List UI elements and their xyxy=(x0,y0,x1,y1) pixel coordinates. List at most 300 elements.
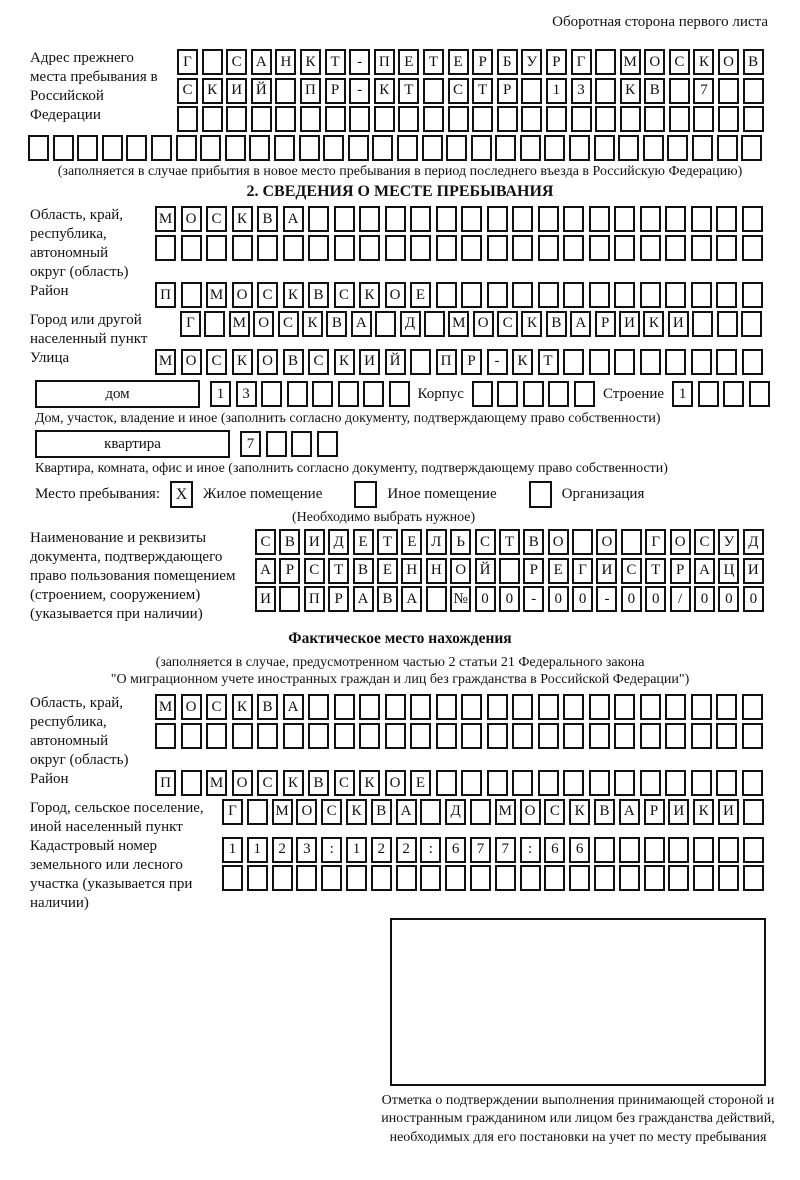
char-cell: 6 xyxy=(445,837,466,863)
char-cell xyxy=(665,349,686,375)
char-cell: Г xyxy=(180,311,201,337)
char-cell: С xyxy=(257,282,278,308)
char-cell: Т xyxy=(398,78,419,104)
char-cell xyxy=(398,106,419,132)
char-cell: К xyxy=(374,78,395,104)
char-cell xyxy=(487,770,508,796)
char-cell xyxy=(359,206,380,232)
city-block xyxy=(30,311,770,349)
char-cell: О xyxy=(181,694,202,720)
prev-address-caption: (заполняется в случае прибытия в новое место пребывания в период последнего въезда в Российскую Федерацию) xyxy=(57,164,743,179)
char-cell xyxy=(249,135,270,161)
char-cell xyxy=(614,235,635,261)
char-cell xyxy=(424,311,445,337)
char-cell xyxy=(374,106,395,132)
district-block xyxy=(30,282,770,311)
char-cell xyxy=(723,381,744,407)
char-cell xyxy=(595,49,616,75)
char-cell xyxy=(717,135,738,161)
char-cell xyxy=(346,865,367,891)
char-cell xyxy=(520,865,541,891)
char-cell xyxy=(589,206,610,232)
char-cell xyxy=(548,381,569,407)
char-cell xyxy=(349,106,370,132)
prev-address-block xyxy=(30,49,770,135)
char-cell: С xyxy=(226,49,247,75)
char-cell: В xyxy=(308,770,329,796)
char-cell: О xyxy=(296,799,317,825)
char-cell xyxy=(283,723,304,749)
char-cell xyxy=(436,770,457,796)
char-cell: : xyxy=(321,837,342,863)
char-cell xyxy=(621,529,642,555)
city-label: Город или другой населенный пункт xyxy=(30,311,148,347)
char-cell: К xyxy=(569,799,590,825)
char-cell: Д xyxy=(743,529,764,555)
char-cell: К xyxy=(521,311,542,337)
char-cell: И xyxy=(668,799,689,825)
char-cell xyxy=(323,135,344,161)
char-cell xyxy=(538,694,559,720)
char-cell: Ь xyxy=(450,529,471,555)
actual-city-block xyxy=(30,799,770,837)
char-cell xyxy=(232,235,253,261)
char-cell xyxy=(461,235,482,261)
char-cell: В xyxy=(523,529,544,555)
char-cell: М xyxy=(206,282,227,308)
char-cell: - xyxy=(487,349,508,375)
cadastre-label: Кадастровый номер земельного или лесного участка (указывается при наличии) xyxy=(30,837,193,911)
char-cell: И xyxy=(619,311,640,337)
char-cell: И xyxy=(304,529,325,555)
char-cell xyxy=(423,78,444,104)
char-cell xyxy=(614,282,635,308)
char-cell: В xyxy=(308,282,329,308)
char-cell xyxy=(423,106,444,132)
char-cell xyxy=(619,837,640,863)
organization-label: Организация xyxy=(561,486,645,502)
char-cell: О xyxy=(181,349,202,375)
char-cell xyxy=(512,235,533,261)
char-cell xyxy=(266,431,287,457)
char-cell xyxy=(589,282,610,308)
char-cell xyxy=(618,135,639,161)
char-cell: 7 xyxy=(240,431,261,457)
char-cell xyxy=(640,282,661,308)
char-cell xyxy=(640,235,661,261)
char-cell xyxy=(410,723,431,749)
char-cell xyxy=(420,865,441,891)
char-cell xyxy=(371,865,392,891)
char-cell xyxy=(426,586,447,612)
char-cell: К xyxy=(283,282,304,308)
char-cell xyxy=(296,865,317,891)
char-cell xyxy=(512,770,533,796)
char-cell: В xyxy=(283,349,304,375)
house-caption: Дом, участок, владение и иное (заполнить согласно документу, подтверждающему право собственности) xyxy=(35,411,661,426)
char-cell xyxy=(385,235,406,261)
char-cell: С xyxy=(257,770,278,796)
char-cell: Й xyxy=(251,78,272,104)
prev-address-row-2 xyxy=(177,78,764,104)
actual-city-label: Город, сельское поселение, иной населенный пункт xyxy=(30,799,204,835)
char-cell xyxy=(495,135,516,161)
char-cell: С xyxy=(669,49,690,75)
char-cell xyxy=(614,770,635,796)
char-cell xyxy=(563,770,584,796)
char-cell: О xyxy=(670,529,691,555)
section2-title: 2. СВЕДЕНИЯ О МЕСТЕ ПРЕБЫВАНИЯ xyxy=(246,183,554,200)
region-label: Область, край, республика, автономный округ (область) xyxy=(30,207,129,280)
char-cell xyxy=(665,282,686,308)
char-cell: С xyxy=(448,78,469,104)
char-cell xyxy=(420,799,441,825)
char-cell xyxy=(470,865,491,891)
char-cell: И xyxy=(255,586,276,612)
char-cell xyxy=(614,694,635,720)
char-cell xyxy=(487,206,508,232)
char-cell xyxy=(487,235,508,261)
char-cell: - xyxy=(523,586,544,612)
char-cell: Д xyxy=(328,529,349,555)
char-cell xyxy=(274,135,295,161)
char-cell xyxy=(410,694,431,720)
char-cell xyxy=(665,206,686,232)
char-cell: Г xyxy=(645,529,666,555)
char-cell xyxy=(716,282,737,308)
char-cell xyxy=(181,282,202,308)
char-cell xyxy=(487,723,508,749)
char-cell: Д xyxy=(445,799,466,825)
char-cell xyxy=(512,694,533,720)
char-cell xyxy=(640,723,661,749)
char-cell: 1 xyxy=(546,78,567,104)
char-cell: М xyxy=(495,799,516,825)
char-cell: О xyxy=(473,311,494,337)
region-row-1 xyxy=(155,206,763,232)
char-cell xyxy=(644,106,665,132)
char-cell xyxy=(640,206,661,232)
char-cell: 7 xyxy=(495,837,516,863)
char-cell: Е xyxy=(398,49,419,75)
char-cell: А xyxy=(401,586,422,612)
char-cell xyxy=(594,837,615,863)
char-cell xyxy=(716,349,737,375)
document-label: Наименование и реквизиты документа, подтверждающего право пользования помещением (строением, сооружением) (указывается при наличии) xyxy=(30,530,236,622)
char-cell: О xyxy=(385,770,406,796)
char-cell: 0 xyxy=(475,586,496,612)
char-cell xyxy=(665,770,686,796)
char-cell: Р xyxy=(670,558,691,584)
char-cell xyxy=(461,282,482,308)
char-cell xyxy=(741,135,762,161)
cadastre-block xyxy=(30,837,770,913)
char-cell: О xyxy=(253,311,274,337)
char-cell xyxy=(589,235,610,261)
char-cell: С xyxy=(544,799,565,825)
residential-checkbox: X xyxy=(170,481,193,508)
char-cell xyxy=(741,311,762,337)
confirmation-stamp-caption: Отметка о подтверждении выполнения принимающей стороной и иностранным гражданином или лицом без гражданства действий, необходимых для его постановки на учет по месту пребывания xyxy=(381,1092,775,1145)
char-cell: 0 xyxy=(499,586,520,612)
actual-region-block xyxy=(30,694,770,770)
char-cell: С xyxy=(621,558,642,584)
char-cell: И xyxy=(718,799,739,825)
char-cell: К xyxy=(232,206,253,232)
char-cell xyxy=(640,770,661,796)
char-cell: М xyxy=(620,49,641,75)
char-cell xyxy=(375,311,396,337)
char-cell: О xyxy=(232,770,253,796)
char-cell: В xyxy=(257,206,278,232)
apartment-box: квартира xyxy=(35,430,230,458)
confirmation-stamp-box xyxy=(390,918,766,1086)
char-cell: С xyxy=(321,799,342,825)
char-cell: Р xyxy=(325,78,346,104)
char-cell: О xyxy=(232,282,253,308)
char-cell: Д xyxy=(400,311,421,337)
char-cell: К xyxy=(620,78,641,104)
char-cell: Т xyxy=(377,529,398,555)
char-cell: Е xyxy=(410,770,431,796)
char-cell: - xyxy=(596,586,617,612)
char-cell xyxy=(665,723,686,749)
char-cell: В xyxy=(353,558,374,584)
char-cell xyxy=(445,865,466,891)
char-cell xyxy=(717,311,738,337)
char-cell xyxy=(691,723,712,749)
char-cell xyxy=(718,78,739,104)
char-cell: О xyxy=(596,529,617,555)
char-cell xyxy=(300,106,321,132)
organization-checkbox xyxy=(529,481,552,508)
char-cell: Й xyxy=(475,558,496,584)
char-cell: Е xyxy=(548,558,569,584)
char-cell xyxy=(334,235,355,261)
char-cell xyxy=(28,135,49,161)
char-cell: 7 xyxy=(693,78,714,104)
apartment-caption: Квартира, комната, офис и иное (заполнить согласно документу, подтверждающему право собственности) xyxy=(35,461,668,476)
char-cell xyxy=(359,235,380,261)
char-cell xyxy=(569,865,590,891)
char-cell xyxy=(538,770,559,796)
char-cell xyxy=(155,723,176,749)
char-cell: И xyxy=(743,558,764,584)
char-cell xyxy=(325,106,346,132)
char-cell xyxy=(743,799,764,825)
char-cell xyxy=(471,135,492,161)
char-cell xyxy=(359,723,380,749)
char-cell: А xyxy=(283,206,304,232)
char-cell xyxy=(668,865,689,891)
char-cell: С xyxy=(308,349,329,375)
char-cell xyxy=(574,381,595,407)
char-cell xyxy=(200,135,221,161)
char-cell xyxy=(422,135,443,161)
char-cell: С xyxy=(475,529,496,555)
char-cell xyxy=(640,349,661,375)
char-cell: : xyxy=(420,837,441,863)
char-cell: Е xyxy=(377,558,398,584)
char-cell xyxy=(644,837,665,863)
char-cell: С xyxy=(278,311,299,337)
char-cell xyxy=(102,135,123,161)
char-cell: 6 xyxy=(544,837,565,863)
char-cell: 0 xyxy=(645,586,666,612)
house-number-cells xyxy=(210,381,410,407)
char-cell: К xyxy=(643,311,664,337)
char-cell xyxy=(461,694,482,720)
char-cell: 0 xyxy=(572,586,593,612)
char-cell xyxy=(181,235,202,261)
document-row-3 xyxy=(255,586,764,612)
char-cell: 2 xyxy=(371,837,392,863)
apartment-cells xyxy=(240,431,338,457)
char-cell xyxy=(436,694,457,720)
char-cell: 1 xyxy=(247,837,268,863)
char-cell xyxy=(563,349,584,375)
char-cell xyxy=(563,723,584,749)
char-cell: М xyxy=(206,770,227,796)
char-cell: А xyxy=(251,49,272,75)
char-cell xyxy=(665,694,686,720)
char-cell: 7 xyxy=(470,837,491,863)
char-cell: Р xyxy=(497,78,518,104)
char-cell xyxy=(299,135,320,161)
char-cell xyxy=(436,282,457,308)
prev-address-row-3 xyxy=(177,106,764,132)
char-cell: Т xyxy=(423,49,444,75)
house-row xyxy=(35,380,770,408)
char-cell: М xyxy=(155,349,176,375)
char-cell xyxy=(436,723,457,749)
char-cell xyxy=(126,135,147,161)
char-cell xyxy=(693,106,714,132)
char-cell: К xyxy=(359,282,380,308)
back-side-note: Оборотная сторона первого листа xyxy=(552,14,768,30)
char-cell: О xyxy=(520,799,541,825)
char-cell xyxy=(693,865,714,891)
char-cell xyxy=(538,206,559,232)
char-cell xyxy=(448,106,469,132)
char-cell: Л xyxy=(426,529,447,555)
char-cell xyxy=(397,135,418,161)
char-cell: У xyxy=(521,49,542,75)
stay-type-note: (Необходимо выбрать нужное) xyxy=(292,510,476,525)
char-cell: М xyxy=(448,311,469,337)
char-cell: К xyxy=(232,694,253,720)
char-cell: Р xyxy=(546,49,567,75)
char-cell xyxy=(563,694,584,720)
char-cell: / xyxy=(670,586,691,612)
region-block xyxy=(30,206,770,282)
char-cell xyxy=(743,865,764,891)
char-cell xyxy=(572,529,593,555)
char-cell xyxy=(247,865,268,891)
other-premises-label: Иное помещение xyxy=(387,486,497,502)
char-cell xyxy=(743,106,764,132)
char-cell xyxy=(563,206,584,232)
char-cell: О xyxy=(450,558,471,584)
other-premises-checkbox xyxy=(354,481,377,508)
cadastre-row-2 xyxy=(222,865,764,891)
char-cell: № xyxy=(450,586,471,612)
char-cell xyxy=(176,135,197,161)
char-cell xyxy=(385,723,406,749)
document-block xyxy=(30,529,770,624)
char-cell xyxy=(538,235,559,261)
char-cell xyxy=(563,282,584,308)
char-cell xyxy=(202,49,223,75)
char-cell xyxy=(691,206,712,232)
char-cell xyxy=(287,381,308,407)
char-cell xyxy=(53,135,74,161)
char-cell xyxy=(691,770,712,796)
char-cell xyxy=(546,106,567,132)
char-cell: А xyxy=(353,586,374,612)
cadastre-rows xyxy=(222,837,764,894)
char-cell: К xyxy=(300,49,321,75)
prev-address-row-1 xyxy=(177,49,764,75)
actual-district-block xyxy=(30,770,770,799)
char-cell: Ц xyxy=(718,558,739,584)
char-cell xyxy=(495,865,516,891)
residential-label: Жилое помещение xyxy=(203,486,323,502)
char-cell: 6 xyxy=(569,837,590,863)
char-cell xyxy=(692,311,713,337)
char-cell xyxy=(275,78,296,104)
char-cell xyxy=(742,694,763,720)
char-cell xyxy=(385,206,406,232)
char-cell xyxy=(181,723,202,749)
char-cell xyxy=(317,431,338,457)
char-cell xyxy=(338,381,359,407)
actual-location-caption-1: (заполняется в случае, предусмотренном частью 2 статьи 21 Федерального закона xyxy=(155,655,645,670)
char-cell xyxy=(410,349,431,375)
prev-address-label: Адрес прежнего места пребывания в Российской Федерации xyxy=(30,50,158,123)
char-cell: К xyxy=(334,349,355,375)
char-cell xyxy=(742,282,763,308)
char-cell: С xyxy=(497,311,518,337)
char-cell xyxy=(520,135,541,161)
char-cell xyxy=(521,106,542,132)
char-cell: А xyxy=(694,558,715,584)
char-cell xyxy=(692,135,713,161)
char-cell xyxy=(640,694,661,720)
char-cell: Е xyxy=(410,282,431,308)
char-cell xyxy=(718,865,739,891)
char-cell xyxy=(487,694,508,720)
char-cell xyxy=(614,723,635,749)
char-cell: Р xyxy=(461,349,482,375)
city-row xyxy=(180,311,762,337)
char-cell xyxy=(461,206,482,232)
char-cell xyxy=(261,381,282,407)
char-cell xyxy=(206,723,227,749)
char-cell xyxy=(571,106,592,132)
char-cell xyxy=(538,723,559,749)
char-cell xyxy=(272,865,293,891)
char-cell xyxy=(359,694,380,720)
char-cell: П xyxy=(155,282,176,308)
char-cell xyxy=(308,723,329,749)
char-cell xyxy=(257,723,278,749)
char-cell xyxy=(512,282,533,308)
char-cell xyxy=(232,723,253,749)
char-cell: Е xyxy=(448,49,469,75)
char-cell xyxy=(693,837,714,863)
char-cell: О xyxy=(644,49,665,75)
